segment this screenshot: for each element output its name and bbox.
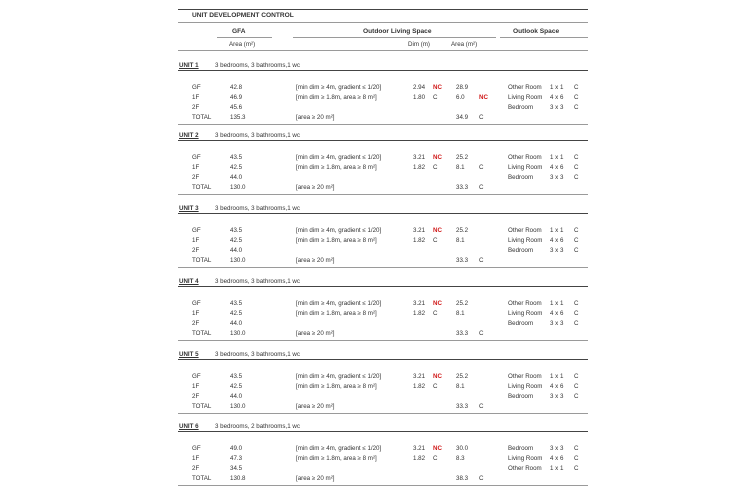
outlook-room-cell: Other Room [508,373,542,380]
dim-compliance-flag: NC [433,445,442,452]
level-cell: 2F [192,320,200,327]
outlook-dim-cell: 4 x 6 [550,94,564,101]
criteria-cell: [area ≥ 20 m²] [296,184,335,191]
gfa-area-cell: 43.5 [230,300,243,307]
gfa-area-cell: 130.0 [230,330,246,337]
dim-compliance-flag: C [433,237,438,244]
outlook-compliance-flag: C [574,445,579,452]
criteria-cell: [min dim ≥ 1.8m, area ≥ 8 m²] [296,310,377,317]
outlook-dim-cell: 1 x 1 [550,373,564,380]
unit-description: 3 bedrooms, 3 bathrooms,1 wc [215,132,300,139]
outlook-room-cell: Bedroom [508,174,534,181]
outlook-compliance-flag: C [574,154,579,161]
unit-bottom-rule [178,124,588,125]
outlook-dim-cell: 4 x 6 [550,383,564,390]
gfa-area-cell: 42.5 [230,237,243,244]
unit-bottom-rule [178,194,588,195]
unit-label: UNIT 2 [179,132,199,139]
unit-rule [178,431,588,432]
dim-compliance-flag: C [433,455,438,462]
unit-label: UNIT 3 [179,205,199,212]
unit-label: UNIT 6 [179,423,199,430]
level-cell: TOTAL [192,403,212,410]
outlook-dim-cell: 3 x 3 [550,247,564,254]
level-cell: GF [192,373,201,380]
dim-compliance-flag: C [433,310,438,317]
outlook-dim-cell: 4 x 6 [550,237,564,244]
outlook-dim-cell: 1 x 1 [550,154,564,161]
dim-compliance-flag: NC [433,154,442,161]
level-cell: TOTAL [192,114,212,121]
criteria-cell: [area ≥ 20 m²] [296,257,335,264]
outlook-room-cell: Bedroom [508,247,534,254]
outlook-room-cell: Bedroom [508,445,534,452]
level-cell: TOTAL [192,184,212,191]
outdoor-area-cell: 25.2 [456,227,469,234]
gfa-area-cell: 44.0 [230,247,243,254]
outdoor-dim-cell: 3.21 [413,445,426,452]
gfa-area-cell: 49.0 [230,445,243,452]
outlook-dim-cell: 1 x 1 [550,227,564,234]
outdoor-dim-cell: 1.82 [413,237,426,244]
outlook-dim-cell: 3 x 3 [550,174,564,181]
criteria-cell: [min dim ≥ 1.8m, area ≥ 8 m²] [296,164,377,171]
gfa-area-cell: 130.0 [230,257,246,264]
unit-rule [178,140,588,141]
level-cell: 2F [192,104,200,111]
criteria-cell: [min dim ≥ 4m, gradient ≤ 1/20] [296,445,382,452]
outlook-compliance-flag: C [574,104,579,111]
outlook-compliance-flag: C [574,310,579,317]
criteria-cell: [min dim ≥ 1.8m, area ≥ 8 m²] [296,237,377,244]
outdoor-area-cell: 25.2 [456,300,469,307]
dim-compliance-flag: C [433,164,438,171]
outlook-room-cell: Other Room [508,300,542,307]
level-cell: 1F [192,310,200,317]
level-cell: 2F [192,247,200,254]
outdoor-dim-cell: 3.21 [413,373,426,380]
level-cell: GF [192,84,201,91]
unit-rule [178,359,588,360]
gfa-area-cell: 130.8 [230,475,246,482]
level-cell: 2F [192,465,200,472]
gfa-area-cell: 42.5 [230,310,243,317]
outdoor-dim-cell: 1.82 [413,164,426,171]
area-compliance-flag: C [479,330,484,337]
outlook-compliance-flag: C [574,465,579,472]
gfa-area-cell: 130.0 [230,403,246,410]
gfa-area-cell: 44.0 [230,320,243,327]
unit-rule [178,286,588,287]
unit-rule [178,70,588,71]
gfa-area-cell: 34.5 [230,465,243,472]
table-title: UNIT DEVELOPMENT CONTROL [192,12,294,19]
area-compliance-flag: C [479,475,484,482]
unit-description: 3 bedrooms, 3 bathrooms,1 wc [215,278,300,285]
outdoor-area-cell: 6.0 [456,94,465,101]
outlook-compliance-flag: C [574,84,579,91]
header-rule-gfa [217,37,272,38]
outlook-room-cell: Bedroom [508,104,534,111]
area-compliance-flag: C [479,257,484,264]
outlook-room-cell: Other Room [508,227,542,234]
unit-label: UNIT 1 [179,62,199,69]
level-cell: GF [192,227,201,234]
unit-bottom-rule [178,267,588,268]
outlook-compliance-flag: C [574,174,579,181]
unit-label: UNIT 5 [179,351,199,358]
unit-description: 3 bedrooms, 3 bathrooms,1 wc [215,351,300,358]
outlook-room-cell: Bedroom [508,320,534,327]
criteria-cell: [area ≥ 20 m²] [296,114,335,121]
gfa-area-cell: 43.5 [230,227,243,234]
level-cell: 1F [192,164,200,171]
unit-description: 3 bedrooms, 2 bathrooms,1 wc [215,423,300,430]
header-gfa: GFA [232,28,246,35]
outlook-room-cell: Other Room [508,154,542,161]
outlook-compliance-flag: C [574,94,579,101]
outlook-room-cell: Living Room [508,455,543,462]
area-compliance-flag: C [479,114,484,121]
level-cell: TOTAL [192,330,212,337]
outlook-compliance-flag: C [574,320,579,327]
outlook-compliance-flag: C [574,383,579,390]
outdoor-area-cell: 8.1 [456,383,465,390]
unit-bottom-rule [178,485,588,486]
outdoor-area-cell: 34.9 [456,114,469,121]
outlook-compliance-flag: C [574,164,579,171]
level-cell: TOTAL [192,257,212,264]
criteria-cell: [area ≥ 20 m²] [296,330,335,337]
header-area: Area (m²) [229,41,256,48]
dim-compliance-flag: C [433,94,438,101]
outlook-room-cell: Living Room [508,237,543,244]
outdoor-dim-cell: 3.21 [413,154,426,161]
outlook-compliance-flag: C [574,237,579,244]
gfa-area-cell: 46.9 [230,94,243,101]
level-cell: 1F [192,455,200,462]
outdoor-area-cell: 25.2 [456,154,469,161]
criteria-cell: [min dim ≥ 1.8m, area ≥ 8 m²] [296,94,377,101]
outdoor-area-cell: 33.3 [456,257,469,264]
outdoor-area-cell: 25.2 [456,373,469,380]
level-cell: TOTAL [192,475,212,482]
gfa-area-cell: 43.5 [230,154,243,161]
outdoor-area-cell: 30.0 [456,445,469,452]
header-dim: Dim (m) [408,41,430,48]
level-cell: 1F [192,237,200,244]
area-compliance-flag: NC [479,94,488,101]
outlook-dim-cell: 4 x 6 [550,310,564,317]
outlook-dim-cell: 4 x 6 [550,455,564,462]
gfa-area-cell: 42.8 [230,84,243,91]
area-compliance-flag: C [479,403,484,410]
gfa-area-cell: 47.3 [230,455,243,462]
outdoor-dim-cell: 1.82 [413,383,426,390]
criteria-cell: [min dim ≥ 4m, gradient ≤ 1/20] [296,154,382,161]
unit-description: 3 bedrooms, 3 bathrooms,1 wc [215,205,300,212]
header-outdoor-living-space: Outdoor Living Space [363,28,432,35]
dim-compliance-flag: NC [433,227,442,234]
outlook-room-cell: Other Room [508,465,542,472]
outlook-dim-cell: 3 x 3 [550,445,564,452]
outlook-dim-cell: 1 x 1 [550,84,564,91]
header-rule-outlook [500,37,588,38]
header-outlook-space: Outlook Space [513,28,560,35]
outdoor-dim-cell: 1.82 [413,455,426,462]
top-rule [178,9,588,10]
outlook-dim-cell: 3 x 3 [550,104,564,111]
level-cell: 2F [192,174,200,181]
dim-compliance-flag: NC [433,300,442,307]
header-area-outdoor: Area (m²) [451,41,478,48]
criteria-cell: [min dim ≥ 4m, gradient ≤ 1/20] [296,227,382,234]
outdoor-area-cell: 8.1 [456,310,465,317]
outlook-room-cell: Other Room [508,84,542,91]
outlook-dim-cell: 3 x 3 [550,393,564,400]
outlook-dim-cell: 1 x 1 [550,300,564,307]
gfa-area-cell: 135.3 [230,114,246,121]
gfa-area-cell: 43.5 [230,373,243,380]
level-cell: GF [192,445,201,452]
outlook-compliance-flag: C [574,455,579,462]
unit-bottom-rule [178,413,588,414]
unit-rule [178,213,588,214]
outlook-room-cell: Living Room [508,94,543,101]
level-cell: 2F [192,393,200,400]
gfa-area-cell: 130.0 [230,184,246,191]
criteria-cell: [min dim ≥ 4m, gradient ≤ 1/20] [296,373,382,380]
outlook-compliance-flag: C [574,247,579,254]
area-compliance-flag: C [479,164,484,171]
outlook-room-cell: Living Room [508,383,543,390]
outlook-dim-cell: 1 x 1 [550,465,564,472]
level-cell: GF [192,300,201,307]
outdoor-area-cell: 8.1 [456,237,465,244]
header-rule-outdoor [293,37,496,38]
gfa-area-cell: 44.0 [230,393,243,400]
dim-compliance-flag: NC [433,373,442,380]
gfa-area-cell: 44.0 [230,174,243,181]
criteria-cell: [area ≥ 20 m²] [296,475,335,482]
outlook-room-cell: Living Room [508,164,543,171]
outlook-compliance-flag: C [574,300,579,307]
outdoor-area-cell: 28.9 [456,84,469,91]
outlook-room-cell: Bedroom [508,393,534,400]
outdoor-dim-cell: 2.94 [413,84,426,91]
outlook-dim-cell: 3 x 3 [550,320,564,327]
outdoor-area-cell: 8.3 [456,455,465,462]
area-compliance-flag: C [479,184,484,191]
gfa-area-cell: 42.5 [230,383,243,390]
outlook-compliance-flag: C [574,393,579,400]
outdoor-area-cell: 38.3 [456,475,469,482]
outdoor-area-cell: 33.3 [456,184,469,191]
outlook-compliance-flag: C [574,227,579,234]
criteria-cell: [min dim ≥ 1.8m, area ≥ 8 m²] [296,383,377,390]
unit-bottom-rule [178,340,588,341]
level-cell: 1F [192,94,200,101]
title-rule [178,22,588,23]
criteria-cell: [min dim ≥ 1.8m, area ≥ 8 m²] [296,455,377,462]
criteria-cell: [area ≥ 20 m²] [296,403,335,410]
outlook-compliance-flag: C [574,373,579,380]
criteria-cell: [min dim ≥ 4m, gradient ≤ 1/20] [296,300,382,307]
level-cell: GF [192,154,201,161]
outdoor-dim-cell: 3.21 [413,227,426,234]
outdoor-area-cell: 33.3 [456,403,469,410]
gfa-area-cell: 42.5 [230,164,243,171]
outdoor-dim-cell: 1.82 [413,310,426,317]
outdoor-dim-cell: 3.21 [413,300,426,307]
dim-compliance-flag: C [433,383,438,390]
outdoor-dim-cell: 1.80 [413,94,426,101]
outlook-room-cell: Living Room [508,310,543,317]
unit-description: 3 bedrooms, 3 bathrooms,1 wc [215,62,300,69]
criteria-cell: [min dim ≥ 4m, gradient ≤ 1/20] [296,84,382,91]
gfa-area-cell: 45.6 [230,104,243,111]
outdoor-area-cell: 33.3 [456,330,469,337]
outlook-dim-cell: 4 x 6 [550,164,564,171]
level-cell: 1F [192,383,200,390]
dim-compliance-flag: NC [433,84,442,91]
outdoor-area-cell: 8.1 [456,164,465,171]
unit-label: UNIT 4 [179,278,199,285]
header-bottom-rule [178,50,588,51]
